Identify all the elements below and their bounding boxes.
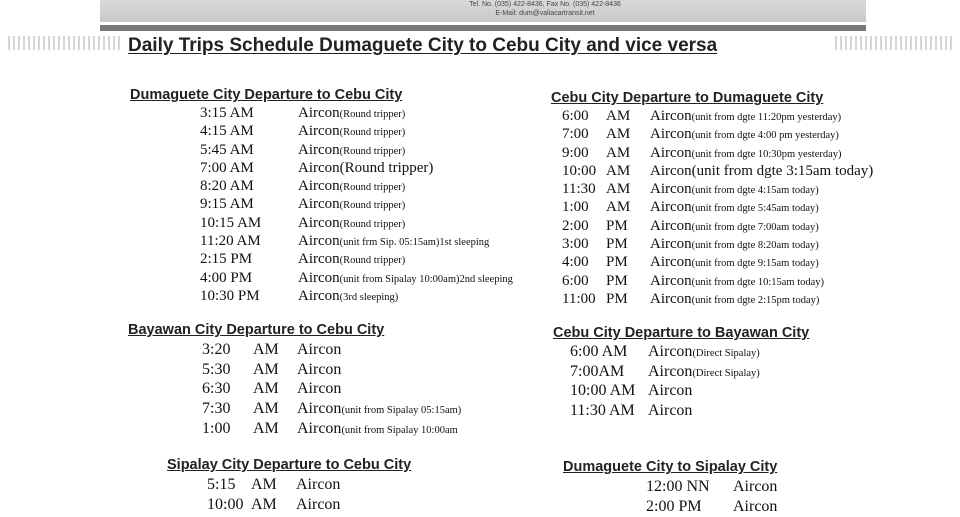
trip-note: (Round tripper) <box>339 200 406 212</box>
section-heading-dumaguete-to-sipalay: Dumaguete City to Sipalay City <box>563 459 778 475</box>
trip-bus-type <box>297 420 458 438</box>
contact-phone: Tel. No. (035) 422-8436, Fax No. (035) 422-8436 <box>469 1 621 8</box>
trip-time: 3:20 <box>202 341 231 358</box>
trip-note: (Round tripper) <box>339 127 406 139</box>
trip-bus-label: Aircon <box>733 478 778 495</box>
trip-time: 9:00 <box>562 144 589 161</box>
trip-meridiem: AM <box>253 380 279 398</box>
trip-bus-type <box>650 236 819 253</box>
trip-meridiem: AM <box>253 360 279 378</box>
trip-bus-label: Aircon <box>648 402 693 420</box>
trip-bus-type <box>648 343 760 361</box>
section-heading-cebu-to-dumaguete: Cebu City Departure to Dumaguete City <box>551 90 824 106</box>
trip-bus-type <box>298 288 398 305</box>
trip-time: 3:00 <box>562 236 589 253</box>
trip-note: (unit from dgte 7:00am today) <box>691 221 819 233</box>
trip-bus-label: Aircon(Round tripper) <box>298 159 434 176</box>
trip-bus-type <box>298 270 513 287</box>
trip-meridiem: PM <box>606 236 628 253</box>
trip-time: 5:30 <box>202 360 231 378</box>
trip-bus-label: Aircon <box>650 126 692 143</box>
section-heading-cebu-to-bayawan: Cebu City Departure to Bayawan City <box>553 325 810 341</box>
trip-bus-type <box>298 105 405 122</box>
trip-bus-label: Aircon <box>298 105 340 121</box>
trip-meridiem: AM <box>606 144 631 161</box>
trip-bus-type <box>650 181 819 198</box>
trip-note: (Round tripper) <box>339 109 406 120</box>
trip-time: 2:00 PM <box>646 497 702 515</box>
trip-time: 7:00AM <box>570 362 625 380</box>
trip-bus-label: Aircon <box>650 108 692 124</box>
trip-bus-label: Aircon <box>296 476 341 493</box>
trip-bus-label: Aircon <box>298 251 340 268</box>
trip-bus-label: Aircon <box>733 497 778 515</box>
trip-meridiem: AM <box>251 476 277 493</box>
trip-time: 2:00 <box>562 217 589 234</box>
contact-email: E-Mail: dum@valiacartransit.net <box>495 10 595 17</box>
trip-bus-label: Aircon <box>297 419 342 437</box>
trip-bus-label: Aircon <box>650 181 692 198</box>
trip-bus-type <box>650 126 839 143</box>
trip-bus-type <box>650 199 819 216</box>
trip-time: 4:00 PM <box>200 269 253 286</box>
trip-note: (Round tripper) <box>339 182 406 194</box>
trip-time: 2:15 PM <box>200 251 253 268</box>
trip-bus-type <box>650 218 819 235</box>
trip-bus-label: Aircon <box>648 362 693 380</box>
trip-bus-label: Aircon <box>298 196 340 213</box>
trip-bus-label: Aircon <box>650 144 692 161</box>
trip-bus-label: Aircon <box>296 495 341 513</box>
trip-meridiem: AM <box>253 419 279 437</box>
trip-time: 6:00 AM <box>570 343 628 360</box>
trip-bus-label: Aircon <box>648 343 693 360</box>
trip-bus-label: Aircon <box>650 290 692 307</box>
trip-note: (unit from dgte 10:30pm yesterday) <box>691 148 842 160</box>
trip-bus-type <box>296 476 340 494</box>
trip-bus-type <box>297 361 341 379</box>
trip-bus-label: Aircon <box>298 123 340 140</box>
trip-bus-type <box>298 178 405 195</box>
trip-note: (Round tripper) <box>339 218 406 230</box>
trip-bus-label: Aircon <box>650 236 692 253</box>
trip-note: (Direct Sipalay) <box>692 367 760 379</box>
trip-time: 6:30 <box>202 380 231 398</box>
trip-time: 5:15 <box>207 476 236 493</box>
page-title: Daily Trips Schedule Dumaguete City to Cebu City and vice versa <box>128 35 718 56</box>
trip-time: 11:20 AM <box>200 233 261 250</box>
trip-note: (unit from Sipalay 05:15am) <box>341 405 462 417</box>
trip-note: (3rd sleeping) <box>339 291 399 303</box>
trip-time: 11:00 <box>562 290 596 307</box>
trip-bus-type <box>296 496 340 514</box>
trip-bus-type <box>733 478 777 496</box>
trip-time: 10:30 PM <box>200 287 260 304</box>
trip-note: (unit from dgte 11:20pm yesterday) <box>691 112 842 123</box>
trip-time: 8:20 AM <box>200 178 254 195</box>
trip-bus-label: Aircon <box>298 178 340 195</box>
trip-meridiem: AM <box>251 495 277 513</box>
section-heading-bayawan-to-cebu: Bayawan City Departure to Cebu City <box>128 322 385 338</box>
contact-info <box>0 0 960 18</box>
trip-bus-label: Aircon <box>297 360 342 378</box>
trip-time: 12:00 NN <box>646 478 710 495</box>
trip-bus-label: Aircon <box>298 214 340 231</box>
trip-meridiem: PM <box>606 217 628 234</box>
trip-meridiem: AM <box>606 162 631 179</box>
trip-bus-type <box>298 215 405 232</box>
section-heading-dumaguete-to-cebu: Dumaguete City Departure to Cebu City <box>130 87 403 103</box>
trip-time: 4:15 AM <box>200 123 254 140</box>
trip-time: 1:00 <box>202 419 231 437</box>
trip-time: 10:00 AM <box>570 382 636 400</box>
trip-note: (Round tripper) <box>339 255 406 267</box>
scan-noise-left <box>8 36 120 50</box>
trip-bus-label: Aircon <box>650 199 692 216</box>
trip-time: 11:30 AM <box>570 402 635 420</box>
trip-time: 9:15 AM <box>200 196 254 213</box>
trip-time: 5:45 AM <box>200 141 254 158</box>
trip-time: 7:00 AM <box>200 159 254 176</box>
trip-bus-label: Aircon <box>298 269 340 286</box>
trip-bus-type <box>648 382 692 400</box>
trip-note: (unit from dgte 4:15am today) <box>691 185 819 197</box>
trip-bus-type <box>650 291 819 308</box>
trip-time: 6:00 <box>562 272 589 289</box>
trip-bus-label: Aircon(unit from dgte 3:15am today) <box>650 162 874 179</box>
trip-time: 7:00 <box>562 126 589 143</box>
section-heading-sipalay-to-cebu: Sipalay City Departure to Cebu City <box>167 457 412 473</box>
trip-note: (unit from Sipalay 10:00am <box>341 424 458 436</box>
trip-bus-type <box>648 402 692 420</box>
trip-bus-label: Aircon <box>650 254 692 271</box>
trip-bus-label: Aircon <box>650 217 692 234</box>
trip-bus-type <box>650 254 819 271</box>
trip-bus-type <box>298 233 489 250</box>
trip-meridiem: AM <box>606 181 631 198</box>
trip-time: 3:15 AM <box>200 105 254 121</box>
trip-bus-label: Aircon <box>298 141 340 158</box>
trip-meridiem: PM <box>606 272 628 289</box>
trip-time: 10:00 <box>207 495 244 513</box>
trip-bus-type <box>650 145 842 162</box>
trip-bus-type <box>298 142 405 159</box>
trip-note: (unit from Sipalay 10:00am)2nd sleeping <box>339 273 513 285</box>
trip-bus-type <box>298 123 405 140</box>
trip-time: 6:00 <box>562 108 589 124</box>
trip-note: (unit from dgte 8:20am today) <box>691 240 819 252</box>
trip-meridiem: AM <box>606 199 631 216</box>
trip-note: (unit from dgte 5:45am today) <box>691 203 819 215</box>
trip-bus-type <box>650 273 824 290</box>
trip-note: (Round tripper) <box>339 145 406 157</box>
trip-bus-type <box>298 196 405 213</box>
trip-note: (unit from dgte 9:15am today) <box>691 258 819 270</box>
trip-bus-label: Aircon <box>297 341 342 358</box>
trip-bus-label: Aircon <box>298 287 340 304</box>
trip-time: 4:00 <box>562 254 589 271</box>
trip-bus-type <box>650 163 873 180</box>
trip-note: (unit frm Sip. 05:15am)1st sleeping <box>339 237 490 249</box>
trip-note: (unit from dgte 2:15pm today) <box>691 294 820 306</box>
scan-noise-right <box>835 36 955 50</box>
trip-bus-type <box>297 400 461 418</box>
trip-meridiem: AM <box>253 400 279 418</box>
trip-meridiem: AM <box>606 126 631 143</box>
trip-bus-type <box>298 160 433 177</box>
trip-time: 10:00 <box>562 162 597 179</box>
trip-bus-label: Aircon <box>297 380 342 398</box>
trip-note: (unit from dgte 10:15am today) <box>691 276 825 288</box>
header-rule <box>100 25 866 31</box>
trip-bus-type <box>297 341 341 359</box>
trip-meridiem: AM <box>606 108 631 124</box>
trip-note: (Direct Sipalay) <box>692 348 760 359</box>
trip-meridiem: PM <box>606 290 628 307</box>
trip-meridiem: PM <box>606 254 628 271</box>
trip-time: 10:15 AM <box>200 214 262 231</box>
trip-bus-type <box>650 108 841 125</box>
trip-bus-type <box>297 380 341 398</box>
trip-time: 7:30 <box>202 400 231 418</box>
trip-bus-label: Aircon <box>297 400 342 418</box>
trip-bus-type <box>733 498 777 516</box>
trip-bus-type <box>298 251 405 268</box>
trip-note: (unit from dgte 4:00 pm yesterday) <box>691 130 839 142</box>
trip-bus-label: Aircon <box>298 233 340 250</box>
trip-time: 11:30 <box>562 181 596 198</box>
trip-bus-label: Aircon <box>650 272 692 289</box>
trip-meridiem: AM <box>253 341 279 358</box>
trip-bus-label: Aircon <box>648 382 693 400</box>
trip-bus-type <box>648 363 760 381</box>
trip-time: 1:00 <box>562 199 589 216</box>
